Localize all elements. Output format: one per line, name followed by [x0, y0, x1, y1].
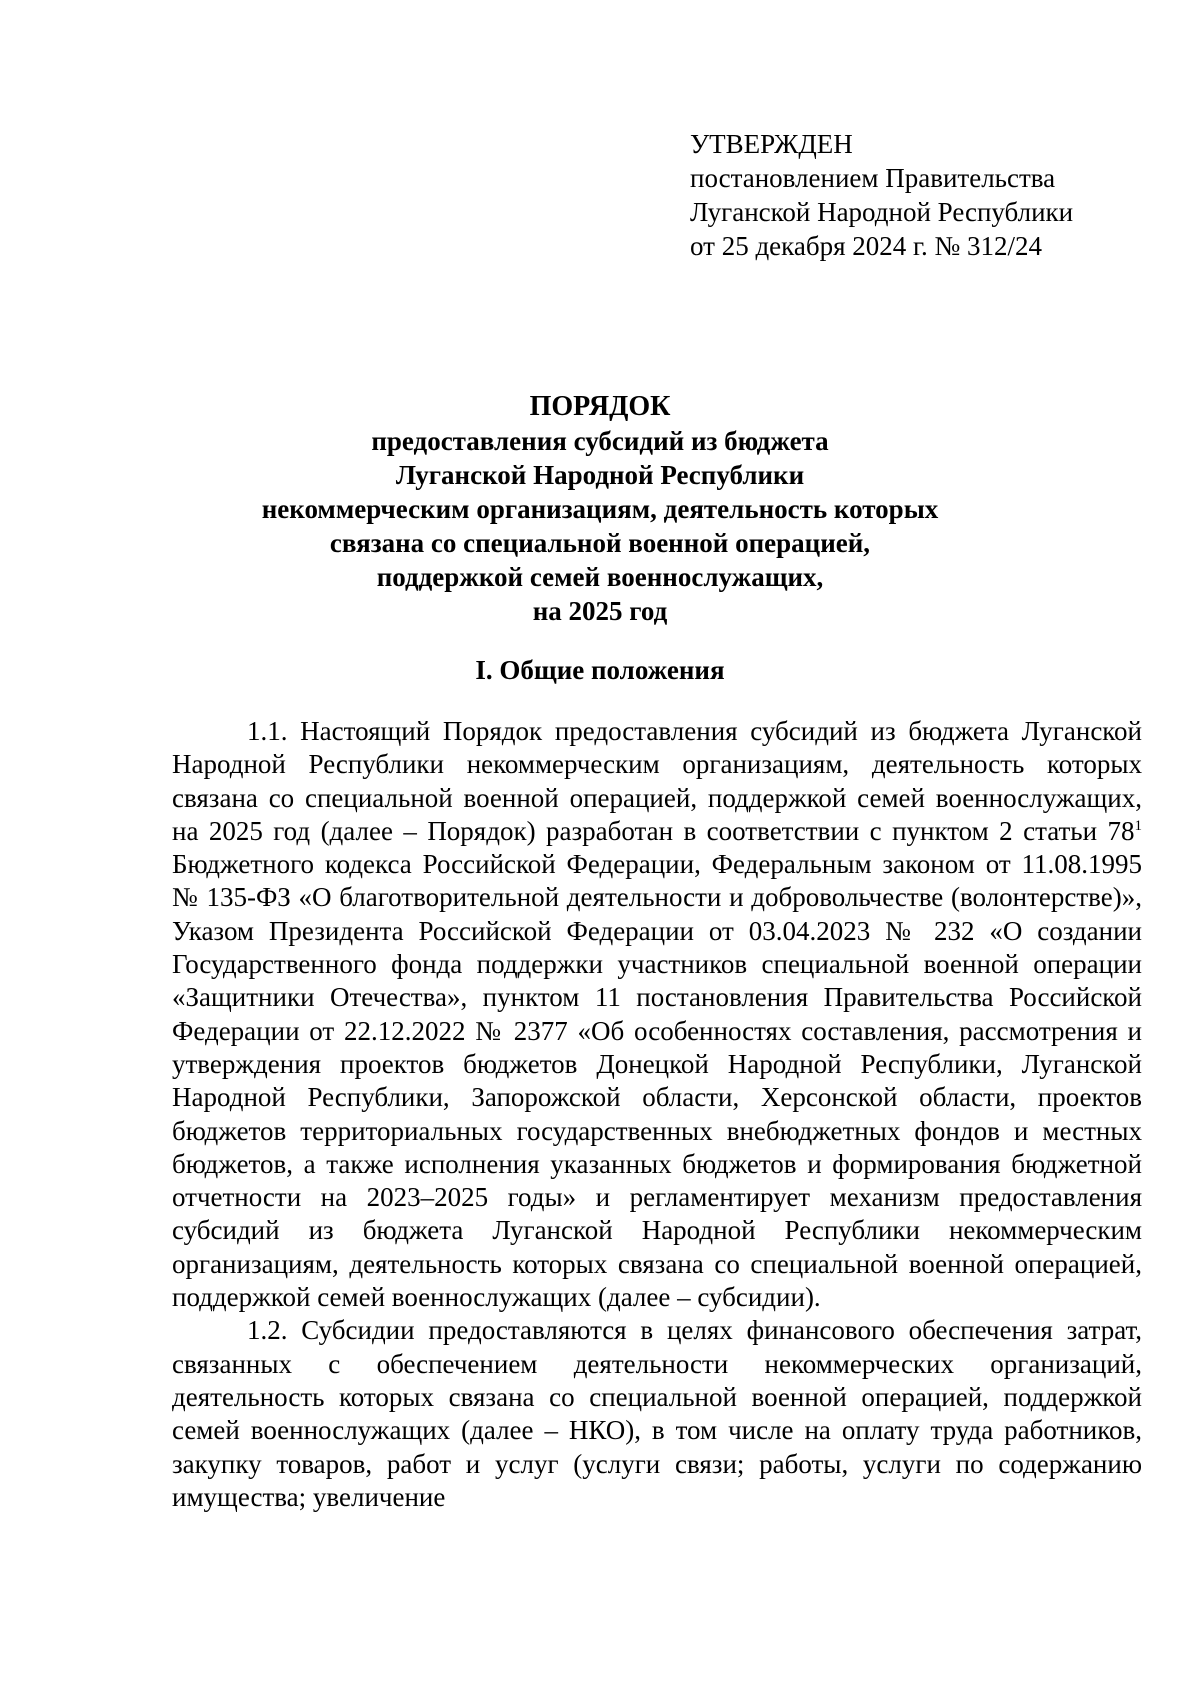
paragraph-1-1 — [172, 715, 1142, 1314]
title-line: предоставления субсидий из бюджета — [371, 426, 829, 456]
title-line: Луганской Народной Республики — [395, 460, 805, 490]
document-body — [172, 715, 1142, 1514]
approval-line-approved: УТВЕРЖДЕН — [690, 129, 853, 159]
superscript-1: 1 — [1134, 817, 1142, 834]
paragraph-1-1-part-a: 1.1. Настоящий Порядок предоставления субсидий из бюджета Луганской Народной Республики некоммерческим организациям, деятельность которых связана со специальной военной операцией, поддержкой семей военнослужащих, на 2025 год (далее – Порядок) разработан в соответствии с пунктом 2 статьи 78 — [172, 716, 1142, 846]
title-main: ПОРЯДОК — [529, 391, 671, 422]
title-line: некоммерческим организациям, деятельность которых — [261, 494, 939, 524]
paragraph-1-1-part-b: Бюджетного кодекса Российской Федерации, Федеральным законом от 11.08.1995 № 135-ФЗ «О благотворительной деятельности и добровольчестве (волонтерстве)», Указом Президента Российской Федерации от 03.04.2023 № 232 «О создании Государственного фонда поддержки участников специальной военной операции «Защитники Отечества», пунктом 11 постановления Правительства Российской Федерации от 22.12.2022 № 2377 «Об особенностях составления, рассмотрения и утверждения проектов бюджетов Донецкой Народной Республики, Луганской Народной Республики, Запорожской области, Херсонской области, проектов бюджетов территориальных государственных внебюджетных фондов и местных бюджетов, а также исполнения указанных бюджетов и формирования бюджетной отчетности на 2023–2025 годы» и регламентирует механизм предоставления субсидий из бюджета Луганской Народной Республики некоммерческим организациям, деятельность которых связана со специальной военной операцией, поддержкой семей военнослужащих (далее – субсидии). — [172, 849, 1142, 1313]
title-line: поддержкой семей военнослужащих, — [376, 562, 824, 592]
title-line: на 2025 год — [532, 596, 668, 626]
document-title — [0, 390, 1200, 628]
title-line: связана со специальной военной операцией, — [329, 528, 871, 558]
section-heading: I. Общие положения — [475, 655, 725, 685]
approval-line-decree: постановлением Правительства — [690, 163, 1056, 193]
approval-line-government: Луганской Народной Республики — [690, 197, 1074, 227]
paragraph-1-2: 1.2. Субсидии предоставляются в целях финансового обеспечения затрат, связанных с обеспечением деятельности некоммерческих организаций, деятельность которых связана со специальной военной операцией, поддержкой семей военнослужащих (далее – НКО), в том числе на оплату труда работников, закупку товаров, работ и услуг (услуги связи; работы, услуги по содержанию имущества; увеличение — [172, 1315, 1142, 1512]
approval-stamp — [690, 127, 1073, 263]
approval-line-date-number: от 25 декабря 2024 г. № 312/24 — [690, 231, 1043, 261]
